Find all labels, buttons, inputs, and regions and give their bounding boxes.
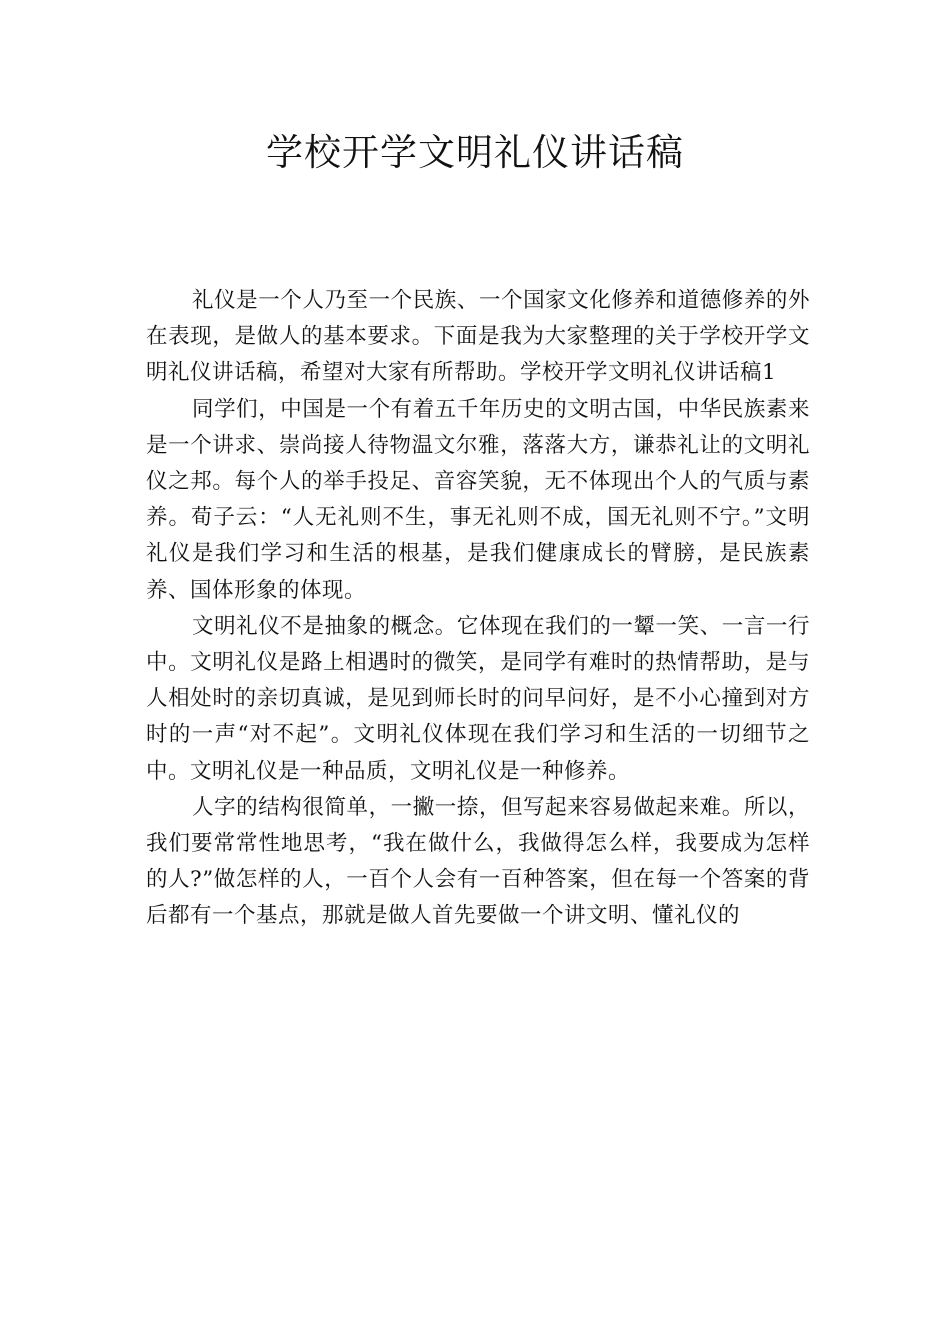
paragraph-1: 礼仪是一个人乃至一个民族、一个国家文化修养和道德修养的外在表现，是做人的基本要求。下面是我为大家整理的关于学校开学文明礼仪讲话稿，希望对大家有所帮助。学校开学文明礼仪讲话稿1 xyxy=(146,288,810,386)
document-title: 学校开学文明礼仪讲话稿 xyxy=(266,131,684,174)
document-body xyxy=(146,283,810,935)
paragraph-3: 文明礼仪不是抽象的概念。它体现在我们的一颦一笑、一言一行中。文明礼仪是路上相遇时的微笑，是同学有难时的热情帮助，是与人相处时的亲切真诚，是见到师长时的问早问好，是不小心撞到对方时的一声“对不起”。文明礼仪体现在我们学习和生活的一切细节之中。文明礼仪是一种品质，文明礼仪是一种修养。 xyxy=(146,613,810,784)
paragraph-2: 同学们，中国是一个有着五千年历史的文明古国，中华民族素来是一个讲求、崇尚接人待物温文尔雅，落落大方，谦恭礼让的文明礼仪之邦。每个人的举手投足、音容笑貌，无不体现出个人的气质与素养。荀子云：“人无礼则不生，事无礼则不成，国无礼则不宁。”文明礼仪是我们学习和生活的根基，是我们健康成长的臂膀，是民族素养、国体形象的体现。 xyxy=(146,396,810,603)
paragraph-4: 人字的结构很简单，一撇一捺，但写起来容易做起来难。所以，我们要常常性地思考，“我在做什么，我做得怎么样，我要成为怎样的人?”做怎样的人，一百个人会有一百种答案，但在每一个答案的背后都有一个基点，那就是做人首先要做一个讲文明、懂礼仪的 xyxy=(146,794,810,929)
